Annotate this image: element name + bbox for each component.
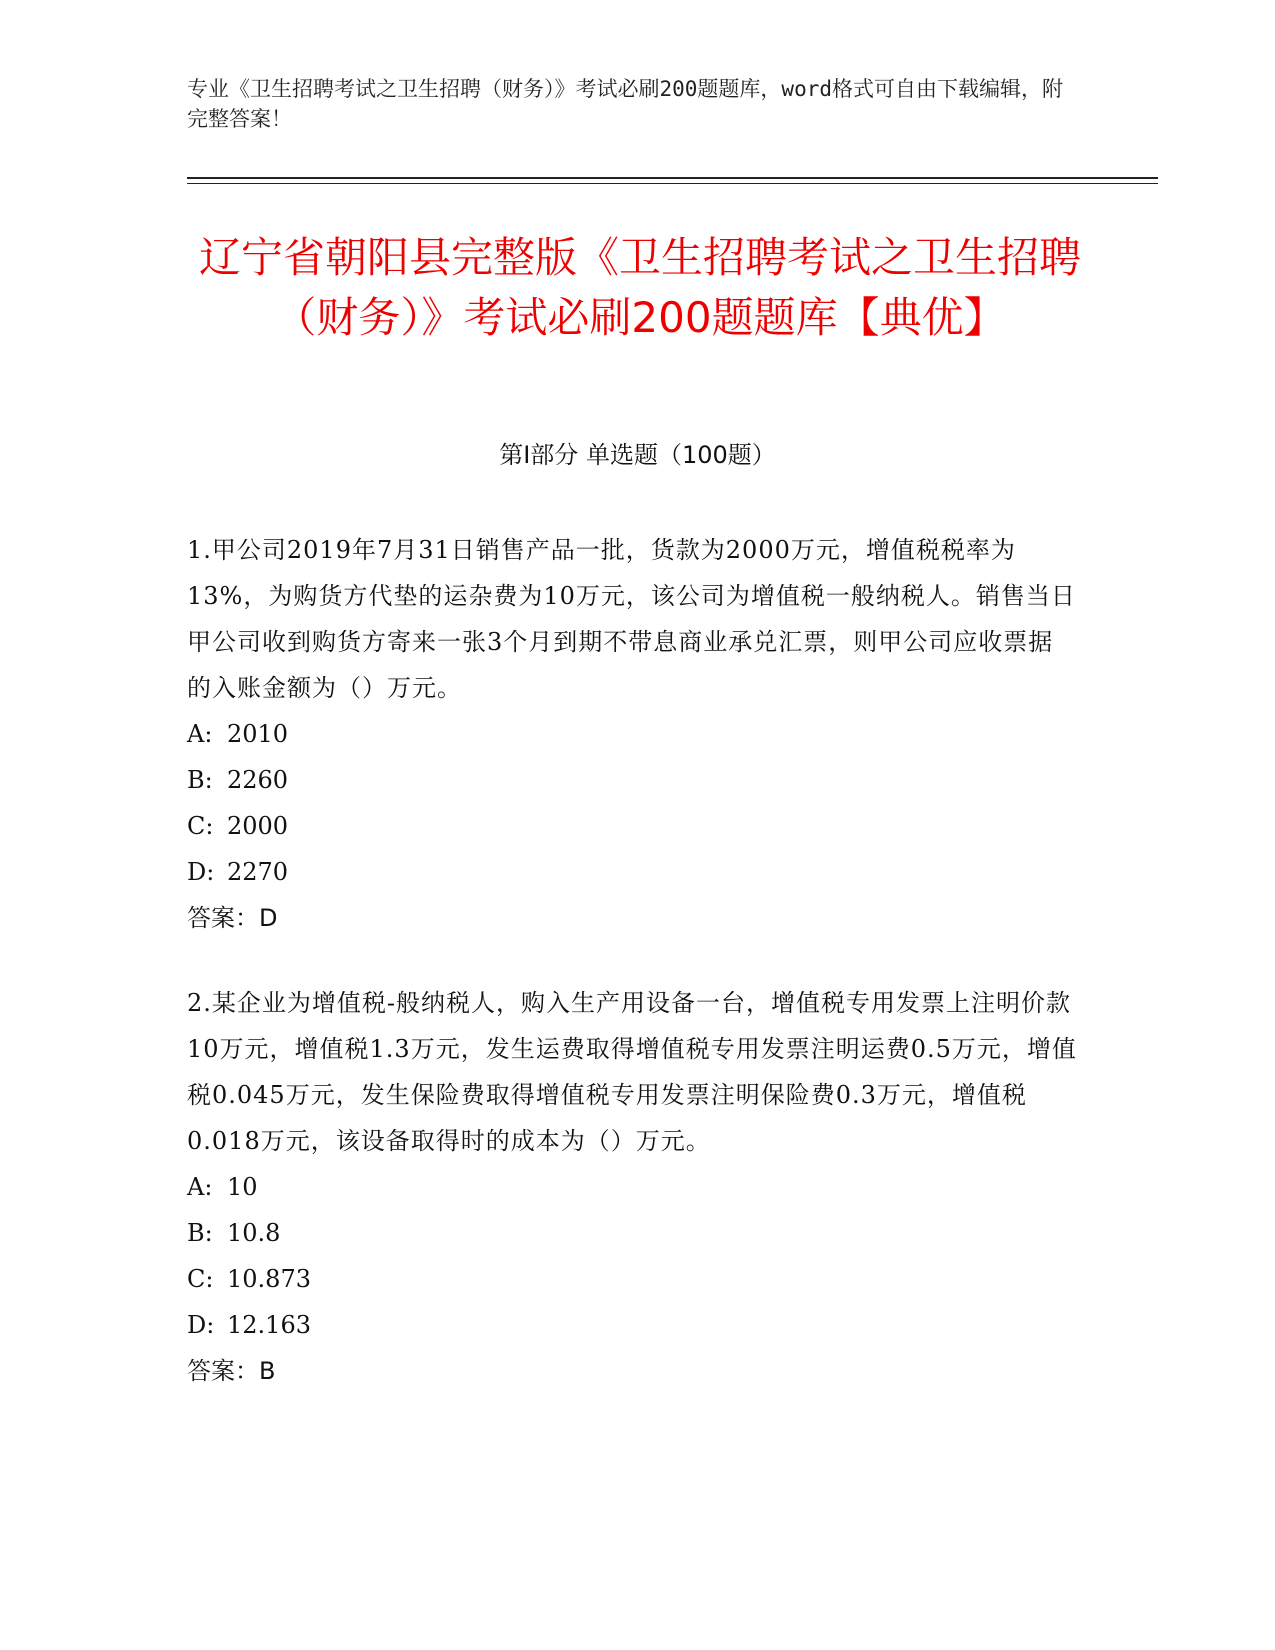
option-b (187, 757, 1077, 803)
question-stem: 2.某企业为增值税-般纳税人，购入生产用设备一台，增值税专用发票上注明价款10万元，增值税1.3万元，发生运费取得增值税专用发票注明运费0.5万元，增值税0.045万元，发生保险费取得增值税专用发票注明保险费0.3万元，增值税0.018万元，该设备取得时的成本为（）万元。 (187, 989, 1077, 1155)
option-c (187, 1256, 1077, 1302)
header-note: 专业《卫生招聘考试之卫生招聘（财务）》考试必刷200题题库，word格式可自由下载编辑，附完整答案！ (187, 77, 1063, 131)
option-a (187, 1164, 1077, 1210)
option-a (187, 711, 1077, 757)
option-key: B: (187, 1219, 213, 1247)
option-c (187, 803, 1077, 849)
option-text: 2000 (227, 812, 289, 840)
answer-line: 答案：B (187, 1357, 276, 1385)
option-text: 10.873 (227, 1265, 311, 1293)
option-key: A: (187, 1173, 213, 1201)
section-heading: 第Ⅰ部分 单选题（100题） (499, 441, 776, 469)
option-d (187, 1302, 1077, 1348)
answer-line: 答案：D (187, 904, 278, 932)
option-text: 2260 (227, 766, 289, 794)
option-text: 2270 (227, 858, 289, 886)
option-text: 12.163 (227, 1311, 311, 1339)
question-2 (187, 980, 1077, 1394)
option-key: C: (187, 812, 214, 840)
option-text: 10 (227, 1173, 258, 1201)
option-b (187, 1210, 1077, 1256)
header-divider (187, 177, 1158, 179)
option-list (187, 711, 1077, 895)
document-title: 辽宁省朝阳县完整版《卫生招聘考试之卫生招聘（财务）》考试必刷200题题库【典优】 (198, 233, 1081, 342)
option-key: D: (187, 1311, 215, 1339)
option-key: D: (187, 858, 215, 886)
option-text: 2010 (227, 720, 289, 748)
question-1 (187, 527, 1077, 941)
option-list (187, 1164, 1077, 1348)
option-key: B: (187, 766, 213, 794)
option-d (187, 849, 1077, 895)
option-key: A: (187, 720, 213, 748)
header-divider-thin (187, 183, 1158, 184)
option-key: C: (187, 1265, 214, 1293)
question-stem: 1.甲公司2019年7月31日销售产品一批，货款为2000万元，增值税税率为13%，为购货方代垫的运杂费为10万元，该公司为增值税一般纳税人。销售当日甲公司收到购货方寄来一张3个月到期不带息商业承兑汇票，则甲公司应收票据的入账金额为（）万元。 (187, 536, 1076, 702)
option-text: 10.8 (227, 1219, 281, 1247)
